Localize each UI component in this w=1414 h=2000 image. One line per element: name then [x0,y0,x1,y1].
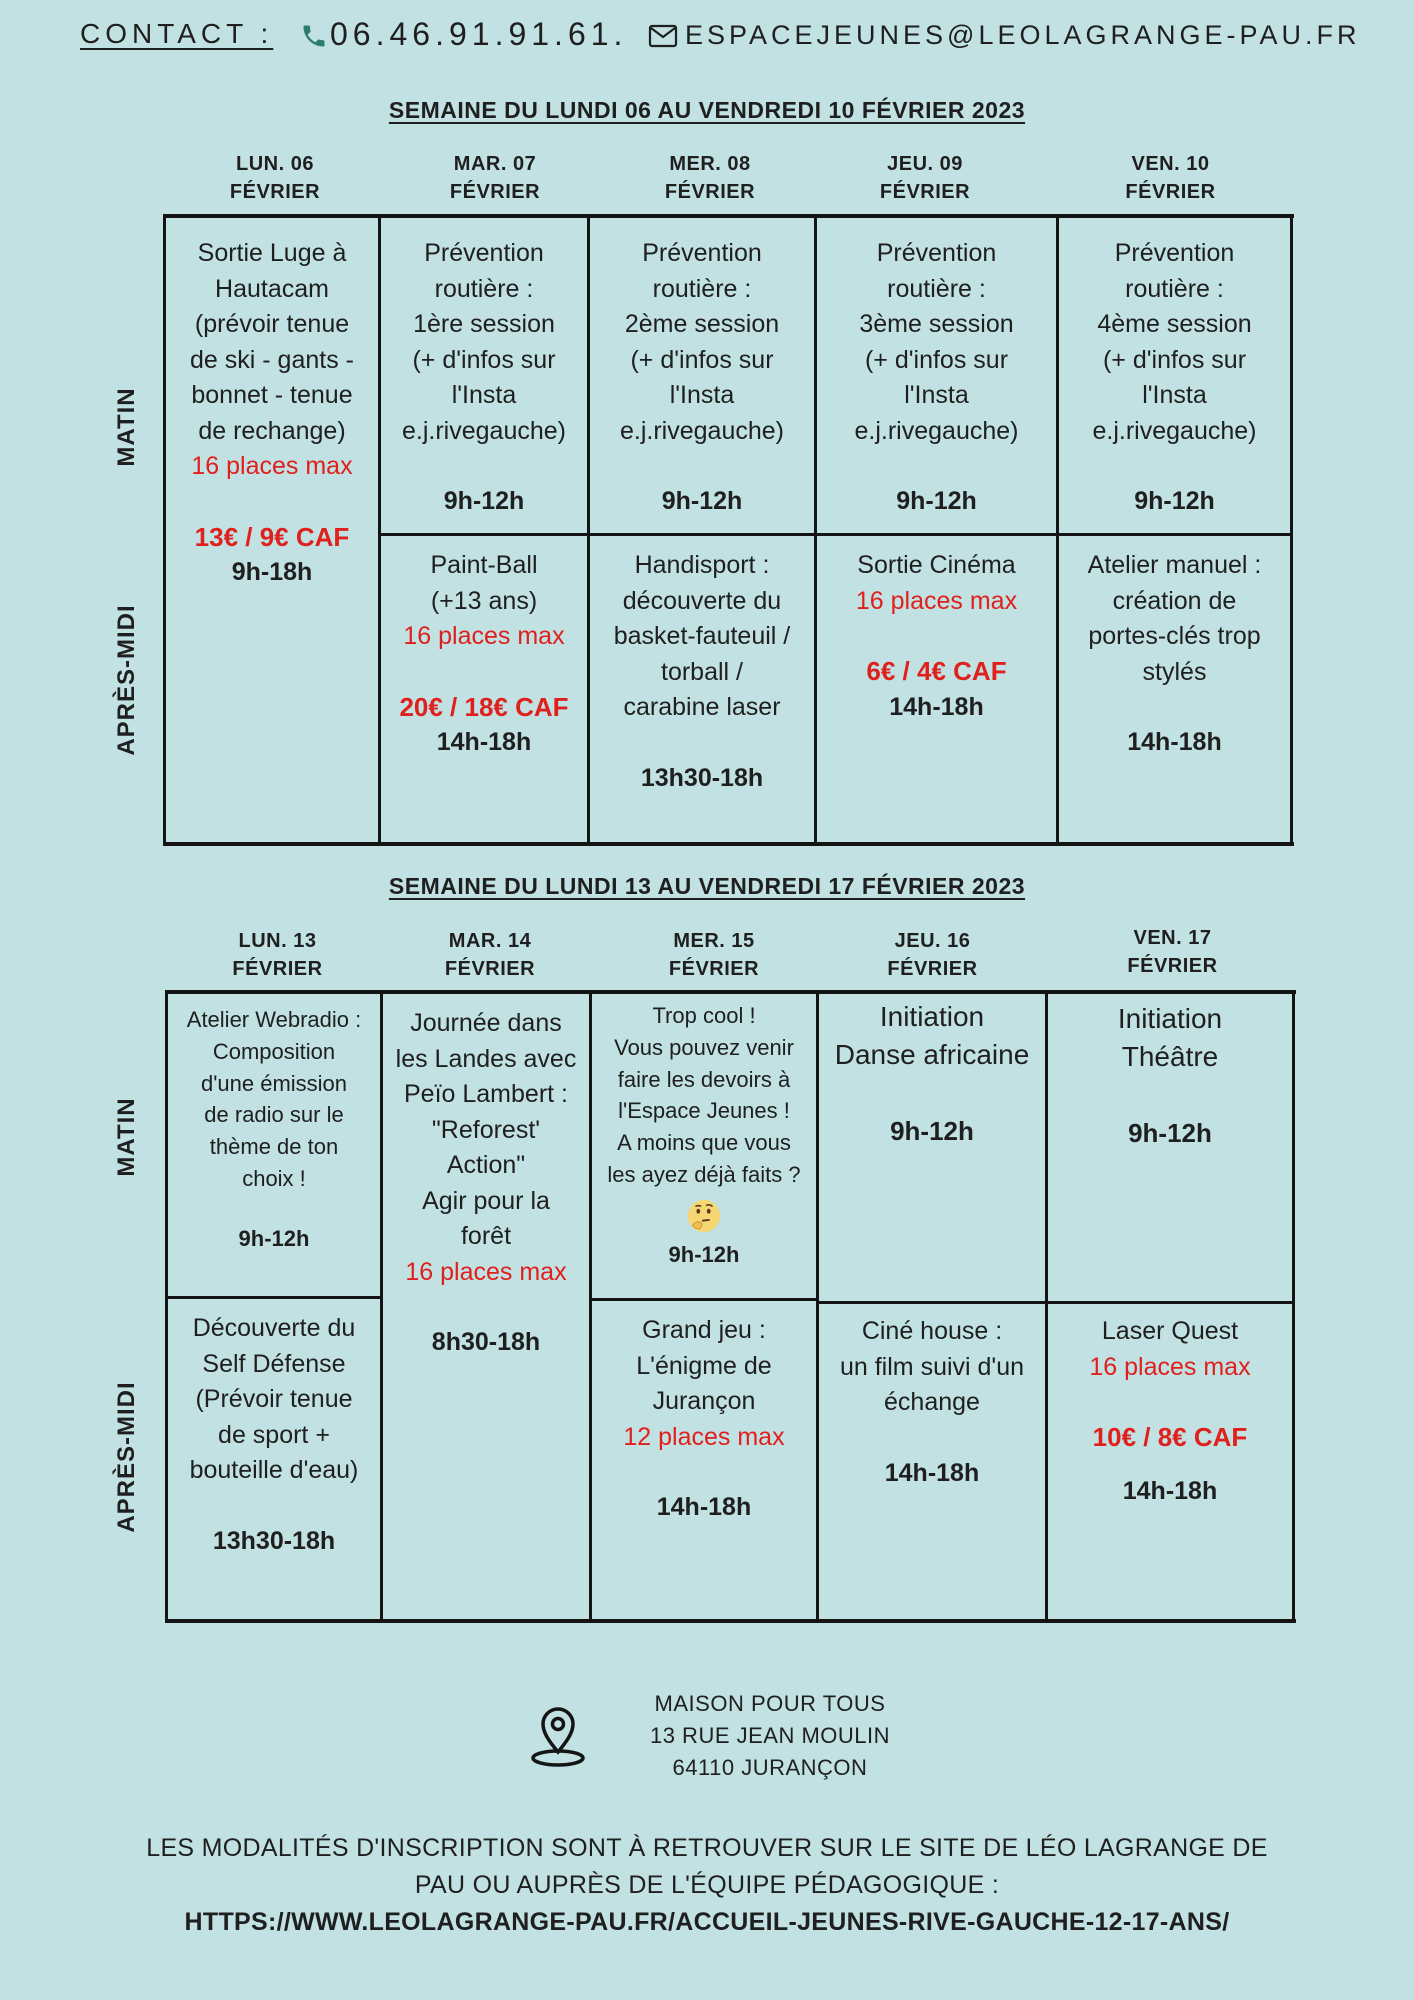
places-max: 16 places max [405,1257,567,1286]
thinking-face-emoji-icon [685,1197,723,1235]
week1-friday-afternoon-cell: Atelier manuel : création de portes-clés trop stylés 14h-18h [1059,536,1290,761]
week2-wednesday-morning-cell: Trop cool ! Vous pouvez venir faire les devoirs à l'Espace Jeunes ! A moins que vous les ayez déjà faits ? 9h-12h [592,994,816,1271]
week2-tuesday-cell: Journée dans les Landes avec Peïo Lambert : "Reforest' Action" Agir pour la forêt 16 places max 8h30-18h [383,994,589,1361]
places-max: 16 places max [855,586,1018,615]
week1-day-header: JEU. 09 FÉVRIER [879,153,971,203]
phone-number-link[interactable]: 06.46.91.91.61. [330,16,628,52]
time-slot: 9h-12h [661,487,743,515]
website-link[interactable]: HTTPS://WWW.LEOLAGRANGE-PAU.FR/ACCUEIL-JEUNES-RIVE-GAUCHE-12-17-ANS/ [184,1908,1230,1936]
price: 20€ / 18€ CAF [399,691,569,722]
morning-label: MATIN [113,1097,140,1177]
price: 6€ / 4€ CAF [866,656,1007,686]
address-line: 13 RUE JEAN MOULIN [649,1723,891,1748]
time-slot: 9h-18h [231,558,313,586]
week2-thursday-morning-cell: Initiation Danse africaine 9h-12h [819,994,1045,1150]
time-slot: 14h-18h [889,692,984,721]
registration-info [0,1830,1414,1941]
week1-day-header: LUN. 06 FÉVRIER [229,153,321,203]
time-slot: 9h-12h [1128,1118,1212,1148]
week2-monday-afternoon-cell: Découverte du Self Défense (Prévoir tenue de sport + bouteille d'eau) 13h30-18h [168,1299,380,1559]
location-pin-icon [528,1700,588,1770]
time-slot: 9h-12h [1134,487,1215,515]
week2-day-header: JEU. 16 FÉVRIER [887,930,978,980]
week1-day-header: VEN. 10 FÉVRIER [1125,153,1216,203]
week1-friday-morning-cell: Prévention routière : 4ème session (+ d'infos sur l'Insta e.j.rivegauche) 9h-12h [1059,218,1290,520]
afternoon-label: APRÈS-MIDI [113,1381,140,1533]
footer-line: PAU OU AUPRÈS DE L'ÉQUIPE PÉDAGOGIQUE : [414,1871,1000,1899]
week1-day-header: MER. 08 FÉVRIER [664,153,756,203]
week1-thursday-afternoon-cell: Sortie Cinéma 16 places max 6€ / 4€ CAF 14h-18h [817,536,1056,725]
week2-day-header: MAR. 14 FÉVRIER [444,930,536,980]
week1-wednesday-morning-cell: Prévention routière : 2ème session (+ d'infos sur l'Insta e.j.rivegauche) 9h-12h [590,218,814,520]
phone-icon [300,22,328,50]
week2-wednesday-afternoon-cell: Grand jeu : L'énigme de Jurançon 12 places max 14h-18h [592,1301,816,1526]
email-link[interactable]: ESPACEJEUNES@LEOLAGRANGE-PAU.FR [685,20,1361,50]
time-slot: 9h-12h [896,487,977,515]
week1-wednesday-afternoon-cell: Handisport : découverte du basket-fauteuil / torball / carabine laser 13h30-18h [590,536,814,796]
week2-day-header: VEN. 17 FÉVRIER [1127,927,1218,977]
contact-label: CONTACT : [80,18,274,49]
week2-thursday-afternoon-cell: Ciné house : un film suivi d'un échange 14h-18h [819,1304,1045,1491]
places-max: 16 places max [403,622,565,650]
time-slot: 13h30-18h [212,1526,336,1555]
week2-day-header: LUN. 13 FÉVRIER [232,930,323,980]
time-slot: 14h-18h [884,1458,980,1487]
time-slot: 9h-12h [238,1225,310,1251]
grid-line [165,1619,1296,1623]
places-max: 16 places max [1089,1352,1251,1381]
week2-monday-morning-cell: Atelier Webradio : Composition d'une émission de radio sur le thème de ton choix ! 9h-12h [168,994,380,1255]
time-slot: 14h-18h [1127,728,1222,756]
price: 13€ / 9€ CAF [194,521,350,552]
week2-friday-afternoon-cell: Laser Quest 16 places max 10€ / 8€ CAF 14h-18h [1048,1304,1292,1509]
grid-line [1290,214,1293,846]
grid-line [163,842,1294,846]
places-max: 12 places max [623,1422,785,1451]
address-line: MAISON POUR TOUS [654,1691,886,1716]
week2-day-header: MER. 15 FÉVRIER [668,930,760,980]
afternoon-label: APRÈS-MIDI [113,604,140,756]
week1-title: SEMAINE DU LUNDI 06 AU VENDREDI 10 FÉVRIER 2023 [388,97,1026,123]
address-line: 64110 JURANÇON [672,1755,868,1780]
time-slot: 13h30-18h [640,763,764,792]
time-slot: 8h30-18h [431,1328,541,1356]
time-slot: 14h-18h [656,1493,752,1521]
time-slot: 9h-12h [668,1241,740,1267]
footer-line: LES MODALITÉS D'INSCRIPTION SONT À RETROUVER SUR LE SITE DE LÉO LAGRANGE DE [146,1834,1268,1862]
mail-icon [648,24,678,48]
morning-label: MATIN [113,387,140,467]
week1-day-header: MAR. 07 FÉVRIER [449,153,541,203]
time-slot: 14h-18h [1122,1476,1218,1505]
price: 10€ / 8€ CAF [1092,1422,1248,1452]
week1-monday-cell: Sortie Luge à Hautacam (prévoir tenue de ski - gants - bonnet - tenue de rechange) 16 places max 13€ / 9€ CAF 9h-18h [166,218,378,591]
grid-line [1292,990,1295,1623]
week2-friday-morning-cell: Initiation Théâtre 9h-12h [1048,994,1292,1152]
time-slot: 14h-18h [436,728,532,756]
time-slot: 9h-12h [443,487,525,515]
address-block [620,1688,920,1784]
contact-bar [0,14,1414,58]
time-slot: 9h-12h [890,1116,974,1146]
week2-title: SEMAINE DU LUNDI 13 AU VENDREDI 17 FÉVRIER 2023 [388,873,1026,899]
week1-tuesday-afternoon-cell: Paint-Ball (+13 ans) 16 places max 20€ / 18€ CAF 14h-18h [381,536,587,761]
week1-thursday-morning-cell: Prévention routière : 3ème session (+ d'infos sur l'Insta e.j.rivegauche) 9h-12h [817,218,1056,520]
places-max: 16 places max [191,452,353,480]
week1-tuesday-morning-cell: Prévention routière : 1ère session (+ d'infos sur l'Insta e.j.rivegauche) 9h-12h [381,218,587,520]
